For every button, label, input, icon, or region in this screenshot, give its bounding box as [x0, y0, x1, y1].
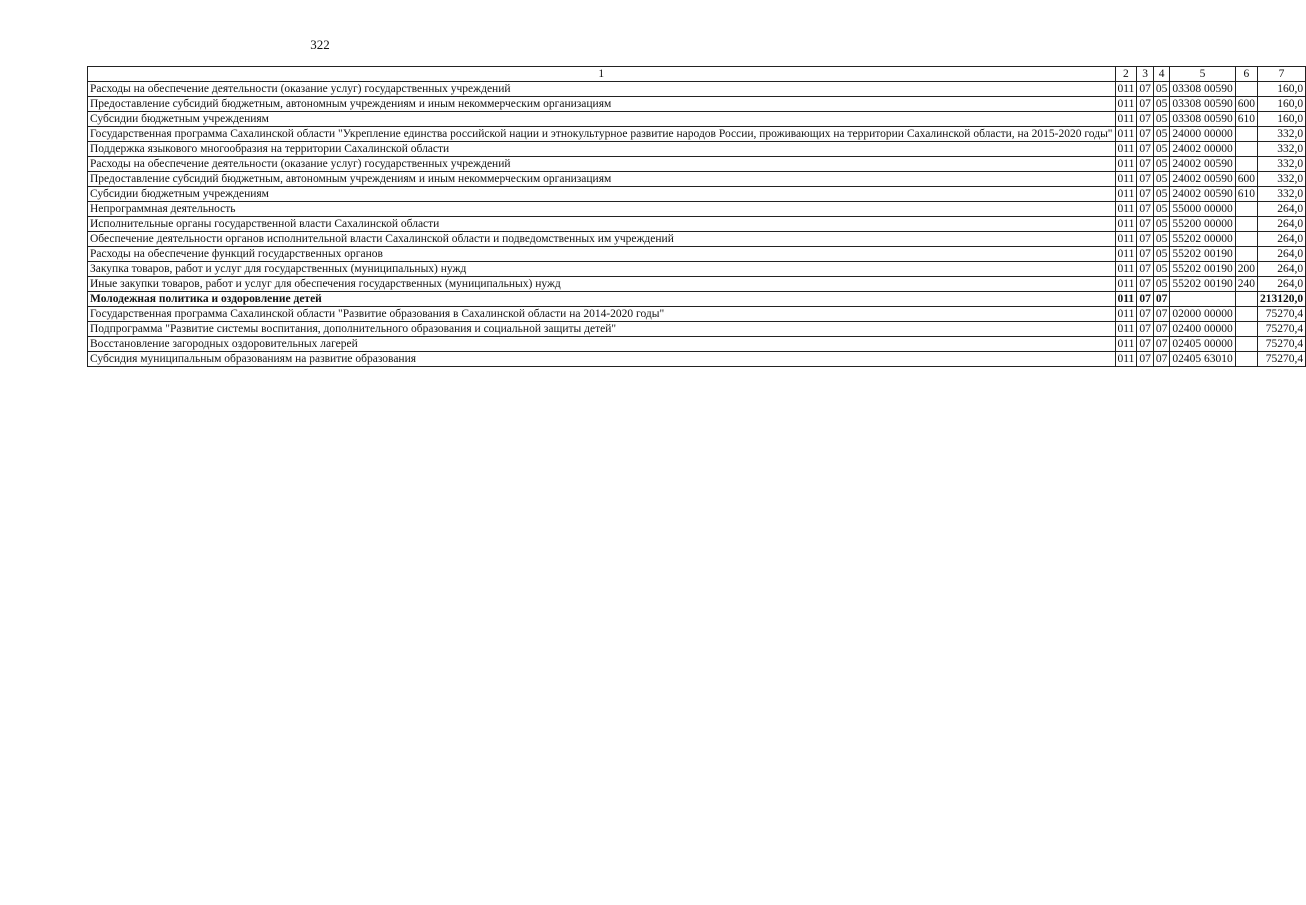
row-code-cell: 011 — [1115, 322, 1137, 337]
row-target-cell: 55000 00000 — [1170, 202, 1235, 217]
row-type-cell: 240 — [1235, 277, 1257, 292]
row-name-cell: Государственная программа Сахалинской области "Развитие образования в Сахалинской области на 2014-2020 годы" — [88, 307, 1116, 322]
row-code-cell: 011 — [1115, 292, 1137, 307]
row-subsection-cell: 07 — [1153, 307, 1170, 322]
row-amount-cell: 264,0 — [1257, 217, 1305, 232]
row-amount-cell: 75270,4 — [1257, 337, 1305, 352]
row-subsection-cell: 07 — [1153, 352, 1170, 367]
row-name-cell: Закупка товаров, работ и услуг для государственных (муниципальных) нужд — [88, 262, 1116, 277]
row-type-cell: 200 — [1235, 262, 1257, 277]
row-amount-cell: 75270,4 — [1257, 322, 1305, 337]
row-code-cell: 011 — [1115, 277, 1137, 292]
table-header-row — [88, 67, 1306, 82]
row-amount-cell: 160,0 — [1257, 82, 1305, 97]
table-row — [88, 172, 1306, 187]
row-target-cell: 55202 00190 — [1170, 247, 1235, 262]
row-name-cell: Субсидия муниципальным образованиям на развитие образования — [88, 352, 1116, 367]
row-target-cell: 55202 00190 — [1170, 262, 1235, 277]
row-subsection-cell: 05 — [1153, 142, 1170, 157]
row-subsection-cell: 05 — [1153, 232, 1170, 247]
table-row — [88, 127, 1306, 142]
row-target-cell: 55202 00000 — [1170, 232, 1235, 247]
row-section-cell: 07 — [1137, 322, 1154, 337]
row-name-cell: Поддержка языкового многообразия на территории Сахалинской области — [88, 142, 1116, 157]
row-code-cell: 011 — [1115, 232, 1137, 247]
row-type-cell — [1235, 292, 1257, 307]
row-type-cell — [1235, 307, 1257, 322]
header-cell: 7 — [1257, 67, 1305, 82]
row-subsection-cell: 07 — [1153, 292, 1170, 307]
table-row — [88, 262, 1306, 277]
row-section-cell: 07 — [1137, 202, 1154, 217]
row-subsection-cell: 07 — [1153, 322, 1170, 337]
row-section-cell: 07 — [1137, 232, 1154, 247]
table-row — [88, 187, 1306, 202]
row-name-cell: Непрограммная деятельность — [88, 202, 1116, 217]
table-row — [88, 112, 1306, 127]
row-amount-cell: 264,0 — [1257, 277, 1305, 292]
row-target-cell: 03308 00590 — [1170, 97, 1235, 112]
row-name-cell: Расходы на обеспечение деятельности (оказание услуг) государственных учреждений — [88, 82, 1116, 97]
row-section-cell: 07 — [1137, 127, 1154, 142]
header-cell: 6 — [1235, 67, 1257, 82]
row-type-cell — [1235, 322, 1257, 337]
row-code-cell: 011 — [1115, 352, 1137, 367]
row-name-cell: Предоставление субсидий бюджетным, автономным учреждениям и иным некоммерческим организациям — [88, 172, 1116, 187]
row-section-cell: 07 — [1137, 112, 1154, 127]
row-type-cell: 610 — [1235, 187, 1257, 202]
row-subsection-cell: 05 — [1153, 97, 1170, 112]
table-row — [88, 247, 1306, 262]
row-name-cell: Иные закупки товаров, работ и услуг для обеспечения государственных (муниципальных) нужд — [88, 277, 1116, 292]
row-amount-cell: 332,0 — [1257, 157, 1305, 172]
row-section-cell: 07 — [1137, 352, 1154, 367]
table-row — [88, 322, 1306, 337]
row-target-cell: 24002 00590 — [1170, 187, 1235, 202]
row-amount-cell: 75270,4 — [1257, 352, 1305, 367]
table-row — [88, 217, 1306, 232]
row-type-cell — [1235, 82, 1257, 97]
row-code-cell: 011 — [1115, 97, 1137, 112]
row-target-cell: 24000 00000 — [1170, 127, 1235, 142]
row-subsection-cell: 05 — [1153, 217, 1170, 232]
row-name-cell: Подпрограмма "Развитие системы воспитания, дополнительного образования и социальной защиты детей" — [88, 322, 1116, 337]
row-type-cell — [1235, 202, 1257, 217]
row-amount-cell: 332,0 — [1257, 127, 1305, 142]
row-subsection-cell: 05 — [1153, 127, 1170, 142]
row-name-cell: Исполнительные органы государственной власти Сахалинской области — [88, 217, 1116, 232]
row-section-cell: 07 — [1137, 292, 1154, 307]
row-type-cell — [1235, 127, 1257, 142]
row-section-cell: 07 — [1137, 217, 1154, 232]
header-cell: 5 — [1170, 67, 1235, 82]
row-code-cell: 011 — [1115, 247, 1137, 262]
row-amount-cell: 264,0 — [1257, 202, 1305, 217]
row-code-cell: 011 — [1115, 172, 1137, 187]
row-name-cell: Расходы на обеспечение функций государственных органов — [88, 247, 1116, 262]
table-row — [88, 202, 1306, 217]
row-section-cell: 07 — [1137, 97, 1154, 112]
row-section-cell: 07 — [1137, 337, 1154, 352]
budget-table — [87, 66, 1306, 367]
row-code-cell: 011 — [1115, 127, 1137, 142]
row-target-cell: 02405 63010 — [1170, 352, 1235, 367]
row-target-cell: 55200 00000 — [1170, 217, 1235, 232]
row-section-cell: 07 — [1137, 277, 1154, 292]
row-code-cell: 011 — [1115, 82, 1137, 97]
row-name-cell: Субсидии бюджетным учреждениям — [88, 187, 1116, 202]
row-name-cell: Расходы на обеспечение деятельности (оказание услуг) государственных учреждений — [88, 157, 1116, 172]
row-type-cell — [1235, 247, 1257, 262]
row-amount-cell: 75270,4 — [1257, 307, 1305, 322]
row-target-cell: 03308 00590 — [1170, 112, 1235, 127]
row-code-cell: 011 — [1115, 217, 1137, 232]
table-row — [88, 337, 1306, 352]
table-row — [88, 277, 1306, 292]
row-name-cell: Обеспечение деятельности органов исполнительной власти Сахалинской области и подведомственных им учреждений — [88, 232, 1116, 247]
row-name-cell: Субсидии бюджетным учреждениям — [88, 112, 1116, 127]
row-section-cell: 07 — [1137, 142, 1154, 157]
table-row — [88, 232, 1306, 247]
table-row — [88, 142, 1306, 157]
table-row — [88, 97, 1306, 112]
row-type-cell — [1235, 217, 1257, 232]
row-code-cell: 011 — [1115, 337, 1137, 352]
row-subsection-cell: 07 — [1153, 337, 1170, 352]
row-subsection-cell: 05 — [1153, 262, 1170, 277]
row-target-cell: 24002 00000 — [1170, 142, 1235, 157]
header-cell: 4 — [1153, 67, 1170, 82]
table-row — [88, 352, 1306, 367]
table-row — [88, 157, 1306, 172]
row-subsection-cell: 05 — [1153, 202, 1170, 217]
row-subsection-cell: 05 — [1153, 157, 1170, 172]
row-amount-cell: 213120,0 — [1257, 292, 1305, 307]
row-section-cell: 07 — [1137, 172, 1154, 187]
header-cell: 3 — [1137, 67, 1154, 82]
row-target-cell: 24002 00590 — [1170, 157, 1235, 172]
row-code-cell: 011 — [1115, 307, 1137, 322]
row-name-cell: Предоставление субсидий бюджетным, автономным учреждениям и иным некоммерческим организациям — [88, 97, 1116, 112]
row-section-cell: 07 — [1137, 157, 1154, 172]
page-number: 322 — [310, 37, 330, 52]
row-code-cell: 011 — [1115, 157, 1137, 172]
row-subsection-cell: 05 — [1153, 277, 1170, 292]
row-section-cell: 07 — [1137, 307, 1154, 322]
table-row — [88, 292, 1306, 307]
row-target-cell — [1170, 292, 1235, 307]
header-cell: 2 — [1115, 67, 1137, 82]
row-section-cell: 07 — [1137, 247, 1154, 262]
row-name-cell: Молодежная политика и оздоровление детей — [88, 292, 1116, 307]
row-code-cell: 011 — [1115, 112, 1137, 127]
row-amount-cell: 264,0 — [1257, 262, 1305, 277]
row-subsection-cell: 05 — [1153, 112, 1170, 127]
row-target-cell: 55202 00190 — [1170, 277, 1235, 292]
row-target-cell: 24002 00590 — [1170, 172, 1235, 187]
row-type-cell — [1235, 232, 1257, 247]
row-amount-cell: 332,0 — [1257, 172, 1305, 187]
row-amount-cell: 160,0 — [1257, 97, 1305, 112]
row-amount-cell: 264,0 — [1257, 247, 1305, 262]
row-target-cell: 02400 00000 — [1170, 322, 1235, 337]
row-section-cell: 07 — [1137, 262, 1154, 277]
row-subsection-cell: 05 — [1153, 172, 1170, 187]
row-amount-cell: 332,0 — [1257, 187, 1305, 202]
row-type-cell — [1235, 337, 1257, 352]
row-target-cell: 02000 00000 — [1170, 307, 1235, 322]
row-amount-cell: 160,0 — [1257, 112, 1305, 127]
row-section-cell: 07 — [1137, 187, 1154, 202]
row-amount-cell: 264,0 — [1257, 232, 1305, 247]
row-target-cell: 02405 00000 — [1170, 337, 1235, 352]
row-code-cell: 011 — [1115, 187, 1137, 202]
table-row — [88, 82, 1306, 97]
row-name-cell: Восстановление загородных оздоровительных лагерей — [88, 337, 1116, 352]
header-cell: 1 — [88, 67, 1116, 82]
row-code-cell: 011 — [1115, 202, 1137, 217]
row-type-cell: 600 — [1235, 97, 1257, 112]
row-subsection-cell: 05 — [1153, 82, 1170, 97]
row-type-cell — [1235, 142, 1257, 157]
row-code-cell: 011 — [1115, 262, 1137, 277]
row-section-cell: 07 — [1137, 82, 1154, 97]
row-target-cell: 03308 00590 — [1170, 82, 1235, 97]
row-type-cell: 610 — [1235, 112, 1257, 127]
row-code-cell: 011 — [1115, 142, 1137, 157]
row-type-cell — [1235, 157, 1257, 172]
row-amount-cell: 332,0 — [1257, 142, 1305, 157]
row-type-cell — [1235, 352, 1257, 367]
table-row — [88, 307, 1306, 322]
row-subsection-cell: 05 — [1153, 247, 1170, 262]
row-name-cell: Государственная программа Сахалинской области "Укрепление единства российской нации и этнокультурное развитие народов России, проживающих на территории Сахалинской области, на 2015-2020 годы" — [88, 127, 1116, 142]
row-type-cell: 600 — [1235, 172, 1257, 187]
row-subsection-cell: 05 — [1153, 187, 1170, 202]
